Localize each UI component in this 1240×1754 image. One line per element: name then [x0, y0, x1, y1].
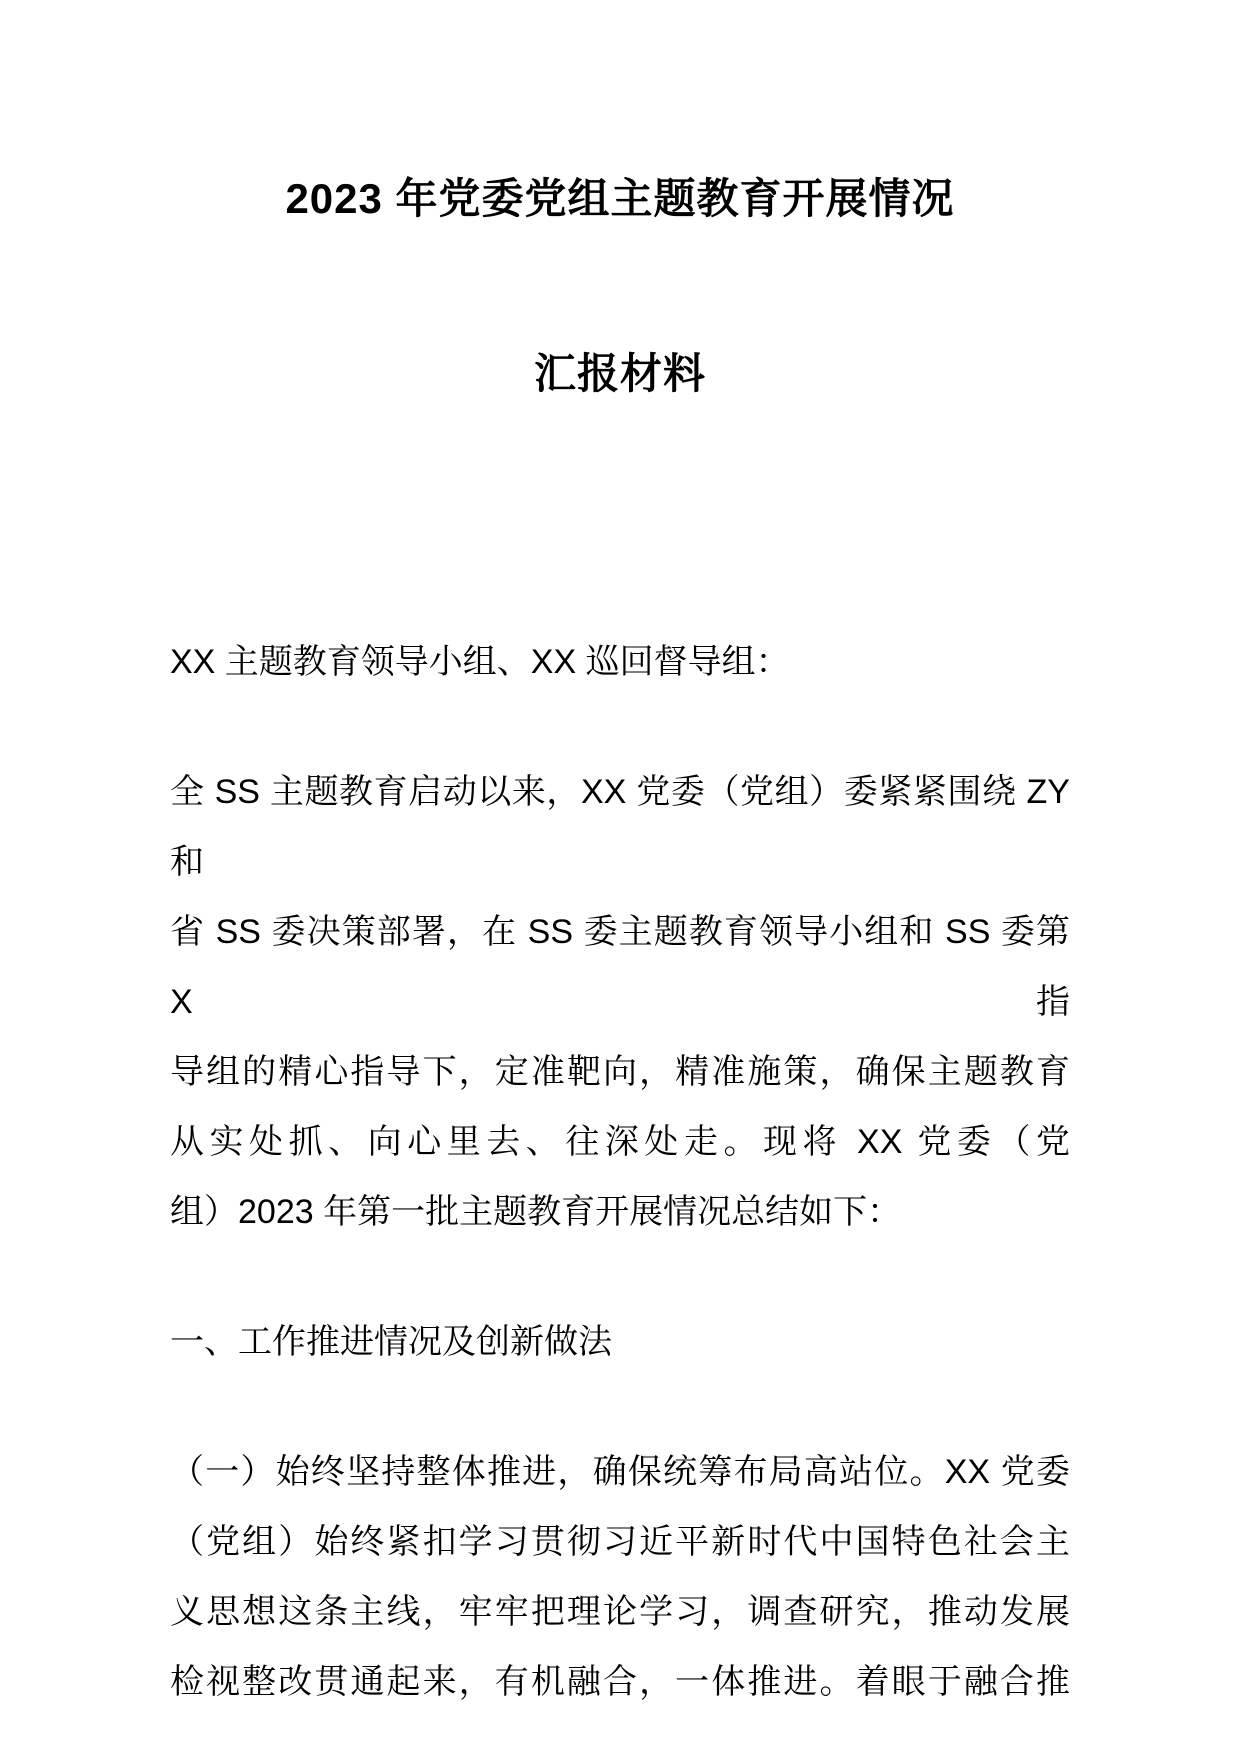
salutation-paragraph	[170, 627, 1070, 697]
document-title-line2: 汇报材料	[533, 350, 706, 397]
section-heading-1	[170, 1307, 1070, 1377]
section-heading-1-text: 一、工作推进情况及创新做法	[170, 1323, 612, 1361]
intro-paragraph	[170, 757, 1070, 1247]
section-1-paragraph	[170, 1437, 1070, 1717]
section-1-line: （党组）始终紧扣学习贯彻习近平新时代中国特色社会主	[170, 1523, 1070, 1561]
section-1-line: （一）始终坚持整体推进，确保统筹布局高站位。XX 党委	[170, 1453, 1070, 1491]
intro-line-last: 组）2023 年第一批主题教育开展情况总结如下：	[170, 1193, 902, 1231]
section-1-line: 义思想这条主线，牢牢把理论学习，调查研究，推动发展	[170, 1593, 1070, 1631]
document-title-line1: 2023 年党委党组主题教育开展情况	[285, 175, 955, 222]
document-body	[170, 627, 1070, 1717]
intro-line: 全 SS 主题教育启动以来，XX 党委（党组）委紧紧围绕 ZY 和	[170, 773, 1070, 881]
section-1-line: 检视整改贯通起来，有机融合，一体推进。着眼于融合推	[170, 1663, 1070, 1701]
salutation-line: XX 主题教育领导小组、XX 巡回督导组：	[170, 643, 790, 681]
intro-line: 省 SS 委决策部署，在 SS 委主题教育领导小组和 SS 委第 X 指	[170, 913, 1070, 1021]
intro-line: 导组的精心指导下，定准靶向，精准施策，确保主题教育	[170, 1053, 1070, 1091]
intro-line: 从实处抓、向心里去、往深处走。现将 XX 党委（党	[170, 1123, 1070, 1161]
